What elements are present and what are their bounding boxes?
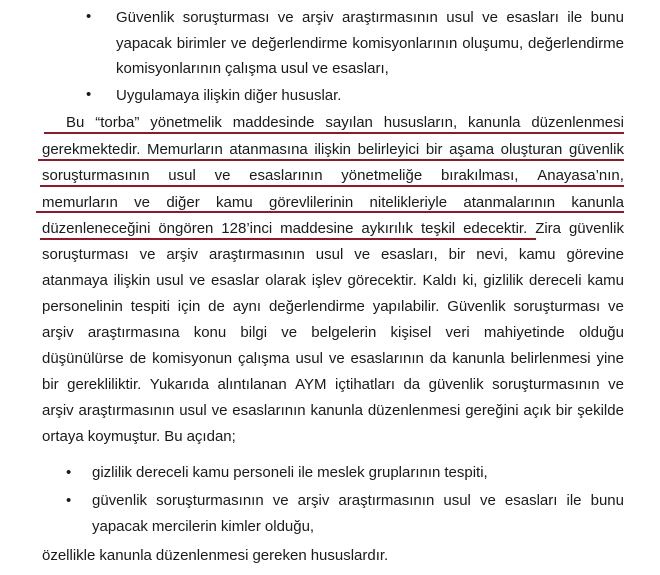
text-word: arşiv — [42, 402, 74, 419]
text-word: dereceli — [136, 464, 189, 481]
text-word: usul — [443, 492, 471, 509]
text-word: ve — [608, 376, 624, 393]
text-word: Memurların — [146, 141, 223, 158]
text-word: yapacak — [92, 518, 148, 535]
text-word: “torba” — [95, 114, 140, 131]
text-word: arşiv — [301, 9, 334, 26]
text-word: görecektir. — [347, 272, 417, 289]
text-word: belirleyici — [357, 141, 420, 158]
text-word: bırakılması, — [440, 167, 519, 184]
text-word: düzenleneceğini — [42, 220, 151, 237]
text-line — [116, 86, 624, 106]
text-word: soruşturması — [182, 9, 270, 26]
text-word: Zira — [535, 220, 562, 237]
text-word: Kaldı — [422, 272, 457, 289]
text-line — [116, 34, 624, 54]
text-word: da — [429, 350, 447, 367]
text-word: soruşturmasının — [156, 492, 264, 509]
text-word: öngören — [158, 220, 214, 237]
text-word: esaslar — [211, 272, 260, 289]
text-word: güvenlik — [568, 220, 624, 237]
text-word: atanmasına — [229, 141, 308, 158]
text-word: soruşturması — [42, 246, 129, 263]
text-word: hususların, — [383, 114, 458, 131]
text-word: kişisel — [390, 324, 432, 341]
text-word: yine — [596, 350, 624, 367]
text-word: usul — [280, 60, 309, 77]
text-line — [116, 8, 624, 28]
text-line — [42, 245, 624, 265]
text-word: Güvenlik — [447, 298, 506, 315]
text-word: bir — [42, 376, 59, 393]
text-line — [66, 113, 624, 133]
text-word: gizlilik — [483, 272, 524, 289]
text-word: komisyonlarının — [116, 60, 222, 77]
text-word: değerlendirme — [268, 298, 365, 315]
text-word: özellikle — [42, 547, 96, 564]
text-word: sayılan — [325, 114, 373, 131]
text-word: usul — [295, 350, 323, 367]
text-line — [42, 219, 624, 239]
text-word: düzenlenmesi — [531, 114, 624, 131]
underline-annotation — [36, 211, 624, 213]
text-word: esaslarının — [350, 350, 424, 367]
text-word: usul — [315, 246, 344, 263]
text-word: usul — [168, 167, 196, 184]
text-word: esasları — [506, 9, 559, 26]
text-word: soruşturması — [513, 298, 601, 315]
text-word: ve — [139, 246, 156, 263]
text-word: atanmalarının — [463, 194, 556, 211]
text-word: arşiv — [297, 492, 330, 509]
text-word: araştırmasının — [78, 402, 175, 419]
text-word: çalışma — [237, 350, 290, 367]
text-word: edecektir. — [463, 220, 528, 237]
text-word: ve — [277, 9, 294, 26]
text-word: Bu — [66, 114, 85, 131]
text-word: tespiti, — [444, 464, 488, 481]
underline-annotation — [44, 132, 624, 134]
text-word: gereken — [252, 547, 307, 564]
text-word: bunu — [590, 492, 624, 509]
text-word: ve — [211, 402, 228, 419]
text-word: oluşumu, — [462, 35, 524, 52]
text-word: çalışma — [225, 60, 277, 77]
text-word: aşama — [449, 141, 495, 158]
text-word: ve — [482, 9, 498, 26]
text-word: düzenlenmesi — [367, 402, 461, 419]
text-word: aykırılık — [361, 220, 414, 237]
text-line — [42, 427, 624, 447]
text-word: diğer — [166, 194, 200, 211]
text-word: meslek — [317, 464, 365, 481]
text-word: ve — [608, 298, 624, 315]
text-word: esasları — [504, 492, 558, 509]
text-word: teşkil — [420, 220, 456, 237]
text-word: araştırmasının — [338, 492, 435, 509]
text-word: mercilerin — [151, 518, 217, 535]
text-word: soruşturmasının — [492, 376, 600, 393]
text-word: değerlendirme — [528, 35, 624, 52]
text-word: esaslarının — [249, 167, 323, 184]
text-word: gerekmektedir. — [42, 141, 141, 158]
text-line — [42, 140, 624, 160]
text-word: ilişkin — [113, 272, 151, 289]
text-word: ile — [566, 492, 582, 509]
text-word: usul — [446, 9, 474, 26]
text-word: içtihatları — [334, 376, 396, 393]
text-word: veri — [445, 324, 470, 341]
text-word: güvenlik — [428, 376, 484, 393]
text-word: olduğu — [578, 324, 624, 341]
text-word: ve — [214, 167, 231, 184]
text-word: birimler — [176, 35, 226, 52]
text-word: bir — [448, 246, 466, 263]
list-bullet: • — [66, 464, 72, 481]
text-word: belirlenmesi — [510, 350, 591, 367]
text-word: aynı — [232, 298, 262, 315]
text-word: diğer — [244, 87, 278, 104]
text-word: ve — [312, 60, 329, 77]
text-word: gruplarının — [368, 464, 441, 481]
text-word: ve — [272, 492, 289, 509]
text-word: görevine — [566, 246, 624, 263]
text-word: ve — [328, 350, 345, 367]
text-word: Yukarıda — [149, 376, 209, 393]
underline-annotation — [38, 159, 624, 161]
text-line — [42, 375, 624, 395]
text-word: kamu — [216, 194, 253, 211]
text-word: kamu — [518, 246, 556, 263]
text-word: komisyonun — [152, 350, 233, 367]
text-word: de — [129, 350, 147, 367]
text-word: kanunla — [467, 114, 521, 131]
text-word: ve — [281, 324, 298, 341]
text-word: 128’inci — [221, 220, 273, 237]
underline-annotation — [40, 185, 624, 187]
text-word: hususlar. — [281, 87, 342, 104]
text-word: soruşturmasının — [42, 167, 150, 184]
text-word: değerlendirme — [251, 35, 348, 52]
text-line — [92, 463, 624, 483]
text-word: komisyonlarının — [352, 35, 458, 52]
list-bullet: • — [86, 86, 92, 103]
text-word: görevlilerinin — [269, 194, 354, 211]
text-word: düzenlenmesi — [155, 547, 249, 564]
text-word: de — [208, 298, 225, 315]
text-line — [42, 193, 624, 213]
text-word: arşiv — [166, 246, 199, 263]
underline-annotation — [40, 238, 536, 240]
text-word: personelinin — [42, 298, 123, 315]
text-word: gerekliliktir. — [67, 376, 142, 393]
text-word: alıntılanan — [217, 376, 287, 393]
text-word: memurların — [42, 194, 118, 211]
text-word: kanunla — [99, 547, 152, 564]
text-word: araştırmasının — [208, 246, 305, 263]
text-word: dereceli — [529, 272, 582, 289]
text-word: AYM — [295, 376, 327, 393]
text-word: ve — [230, 35, 247, 52]
text-word: araştırmasına — [87, 324, 180, 341]
text-word: nevi, — [476, 246, 508, 263]
text-word: esasları, — [332, 60, 389, 77]
text-word: olarak — [265, 272, 306, 289]
text-word: oluşturan — [500, 141, 563, 158]
text-line — [42, 349, 624, 369]
text-word: mahiyetinde — [483, 324, 565, 341]
text-word: yapacak — [116, 35, 172, 52]
text-word: ile — [298, 464, 314, 481]
text-word: bilgi — [240, 324, 268, 341]
text-word: nitelikleriyle — [369, 194, 448, 211]
text-word: kanunla — [310, 402, 363, 419]
text-word: kamu — [587, 272, 624, 289]
text-word: bir — [555, 402, 573, 419]
text-word: gizlilik — [92, 464, 133, 481]
text-word: belgelerin — [311, 324, 377, 341]
text-word: tespiti — [130, 298, 170, 315]
text-word: yapılabilir. — [372, 298, 440, 315]
text-word: yönetmeliğe — [341, 167, 423, 184]
text-word: koymuştur. — [87, 428, 161, 445]
list-bullet: • — [86, 8, 92, 25]
text-line — [42, 401, 624, 421]
text-word: kimler — [220, 518, 261, 535]
text-line — [42, 546, 624, 566]
text-word: usul — [179, 402, 207, 419]
text-word: Anayasa’nın, — [537, 167, 624, 184]
text-word: arşiv — [42, 324, 74, 341]
text-word: açık — [523, 402, 551, 419]
text-word: için — [177, 298, 201, 315]
text-word: Güvenlik — [116, 9, 175, 26]
text-word: açıdan; — [186, 428, 236, 445]
text-word: şekilde — [577, 402, 624, 419]
text-word: araştırmasının — [342, 9, 438, 26]
text-word: ile — [567, 9, 583, 26]
text-word: bunu — [590, 9, 624, 26]
text-line — [42, 166, 624, 186]
text-word: ve — [479, 492, 496, 509]
text-word: düşünülürse — [42, 350, 124, 367]
list-bullet: • — [66, 492, 72, 509]
text-word: hususlardır. — [310, 547, 389, 564]
text-word: maddesine — [280, 220, 354, 237]
text-word: güvenlik — [92, 492, 148, 509]
text-word: ve — [134, 194, 151, 211]
text-word: atanmaya — [42, 272, 108, 289]
text-word: kanunla — [452, 350, 505, 367]
text-word: da — [403, 376, 421, 393]
text-word: gereğini — [465, 402, 519, 419]
text-word: ve — [189, 272, 206, 289]
text-word: esasları, — [381, 246, 438, 263]
text-word: olduğu, — [264, 518, 315, 535]
text-word: personeli — [233, 464, 295, 481]
text-word: esaslarının — [232, 402, 306, 419]
text-line — [92, 517, 624, 537]
text-word: güvenlik — [568, 141, 624, 158]
text-word: ki, — [462, 272, 478, 289]
text-line — [42, 323, 624, 343]
text-line — [116, 59, 624, 79]
text-word: kanunla — [571, 194, 624, 211]
text-word: ilişkin — [203, 87, 241, 104]
text-word: Uygulamaya — [116, 87, 200, 104]
text-line — [42, 297, 624, 317]
text-word: ilişkin — [314, 141, 352, 158]
text-word: bir — [425, 141, 443, 158]
text-word: konu — [193, 324, 227, 341]
text-word: yönetmelik — [150, 114, 222, 131]
text-word: ve — [354, 246, 371, 263]
text-word: kamu — [192, 464, 230, 481]
text-word: işlev — [311, 272, 342, 289]
text-word: Bu — [164, 428, 183, 445]
text-word: usul — [156, 272, 184, 289]
text-word: maddesinde — [232, 114, 315, 131]
text-word: ortaya — [42, 428, 84, 445]
text-line — [92, 491, 624, 511]
text-line — [42, 271, 624, 291]
